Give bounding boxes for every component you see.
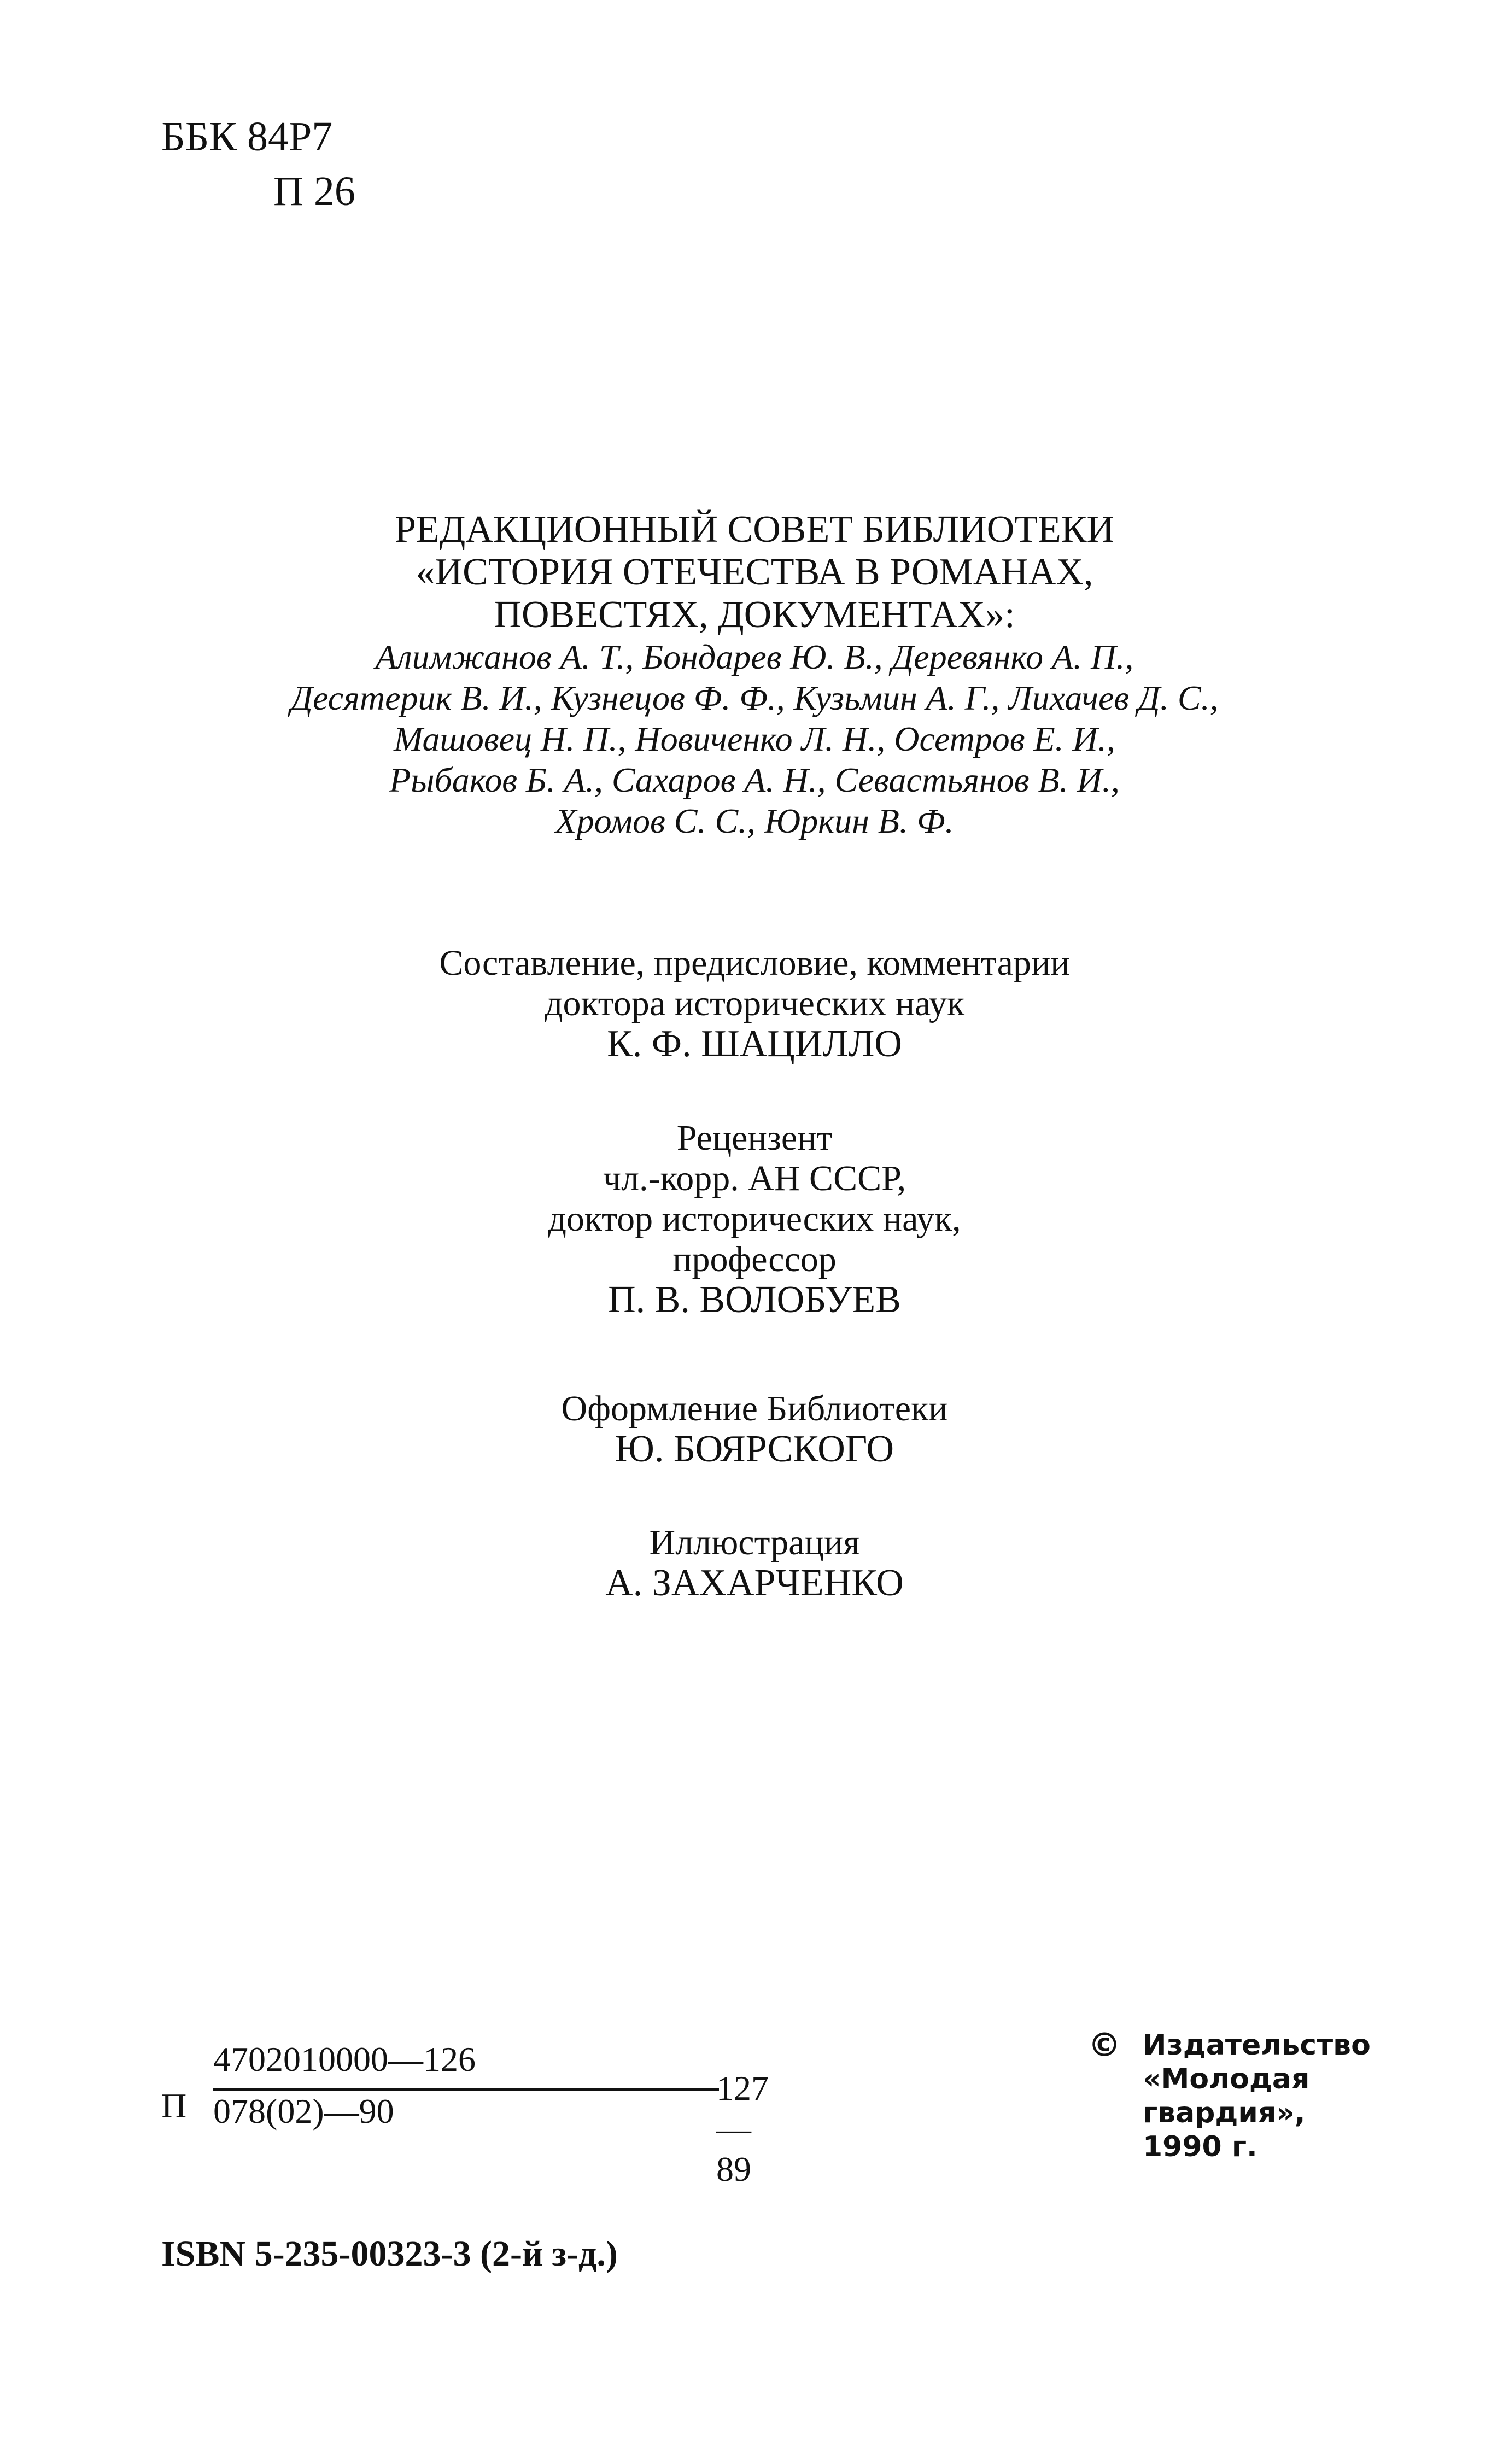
reviewer-line-3: доктор исторических наук, [548, 1199, 961, 1239]
publisher-line-2: «Молодая [1143, 2063, 1310, 2096]
council-members-1: Алимжанов А. Т., Бондарев Ю. В., Деревянко А. П., [375, 637, 1134, 676]
council-heading-1: РЕДАКЦИОННЫЙ СОВЕТ БИБЛИОТЕКИ [394, 508, 1115, 551]
catalog-code-numerator: 4702010000—126 [213, 2040, 476, 2079]
reviewer-name: П. В. ВОЛОБУЕВ [608, 1279, 901, 1321]
publisher-line-3: гвардия», [1143, 2097, 1306, 2129]
design-label: Оформление Библиотеки [561, 1389, 948, 1429]
publisher-copyright [1088, 2028, 1471, 2170]
council-members-5: Хромов С. С., Юркин В. Ф. [555, 801, 954, 840]
illustration-credit [0, 1523, 1509, 1603]
reviewer-line-2: чл.-корр. АН СССР, [603, 1158, 906, 1198]
publisher-line-4: 1990 г. [1143, 2131, 1258, 2163]
reviewer-label: Рецензент [676, 1118, 833, 1158]
compilation-line-1: Составление, предисловие, комментарии [439, 943, 1070, 983]
council-members-3: Машовец Н. П., Новиченко Л. Н., Осетров Е. И., [394, 719, 1115, 758]
catalog-code [161, 2036, 769, 2188]
bbk-code [161, 109, 489, 219]
bbk-line-1: ББК 84Р7 [161, 114, 333, 160]
copyright-icon: © [1088, 2026, 1121, 2064]
catalog-code-letter: П [161, 2086, 187, 2125]
reviewer-line-4: профессор [672, 1239, 837, 1279]
catalog-code-denominator: 078(02)—90 [213, 2092, 394, 2131]
reviewer-credit [0, 1118, 1509, 1320]
catalog-code-suffix: 127—89 [716, 2069, 769, 2188]
compilation-line-2: доктора исторических наук [544, 984, 965, 1023]
council-heading-3: ПОВЕСТЯХ, ДОКУМЕНТАХ»: [494, 594, 1015, 636]
editorial-council [0, 508, 1509, 841]
fraction-rule [213, 2088, 719, 2091]
council-members-2: Десятерик В. И., Кузнецов Ф. Ф., Кузьмин А. Г., Лихачев Д. С., [290, 678, 1219, 717]
publisher-text [1143, 2028, 1371, 2164]
designer-name: Ю. БОЯРСКОГО [615, 1428, 894, 1470]
illustration-label: Иллюстрация [649, 1523, 860, 1562]
council-members-4: Рыбаков Б. А., Сахаров А. Н., Севастьянов В. И., [389, 760, 1120, 799]
compiler-name: К. Ф. ШАЦИЛЛО [607, 1023, 902, 1065]
isbn: ISBN 5-235-00323-3 (2-й з-д.) [161, 2234, 618, 2274]
design-credit [0, 1389, 1509, 1470]
council-heading-2: «ИСТОРИЯ ОТЕЧЕСТВА В РОМАНАХ, [416, 551, 1093, 593]
bbk-line-2: П 26 [273, 168, 355, 214]
compilation-credit [0, 943, 1509, 1064]
illustrator-name: А. ЗАХАРЧЕНКО [605, 1562, 904, 1604]
publisher-line-1: Издательство [1143, 2029, 1371, 2062]
